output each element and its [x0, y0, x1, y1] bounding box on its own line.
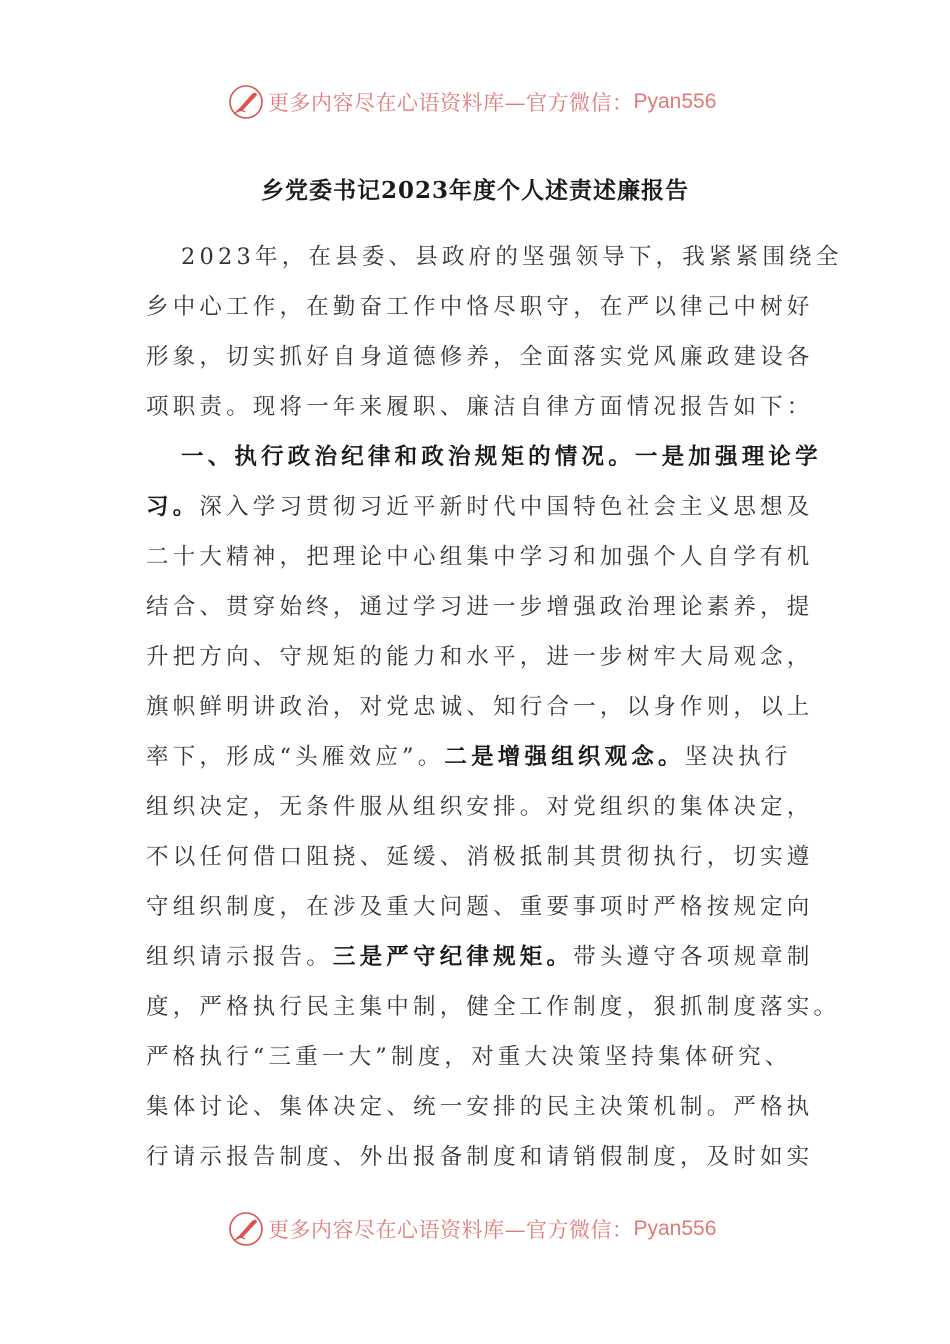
- body-text: 旗帜鲜明讲政治，对党忠诚、知行合一，以身作则，以上: [146, 694, 814, 720]
- body-text: 组织决定，无条件服从组织安排。对党组织的集体决定，: [146, 794, 814, 820]
- body-text: 带头遵守各项规章制: [573, 944, 814, 970]
- watermark-text: 更多内容尽在心语资料库—官方微信：: [268, 91, 634, 115]
- body-line: [146, 1032, 806, 1082]
- body-text: 集体讨论、集体决定、统一安排的民主决策机制。严格执: [146, 1094, 814, 1120]
- watermark-text: 更多内容尽在心语资料库—官方微信：: [268, 1218, 634, 1242]
- document-body: [146, 232, 843, 1182]
- body-line: [146, 332, 814, 382]
- body-text: 度，严格执行民主集中制，健全工作制度，狠抓制度落实。: [146, 994, 841, 1020]
- body-line: [146, 282, 814, 332]
- body-line: [146, 632, 814, 682]
- body-line: [146, 782, 814, 832]
- body-line: [146, 882, 814, 932]
- body-text: 守组织制度，在涉及重大问题、重要事项时严格按规定向: [146, 894, 814, 920]
- body-line: [146, 582, 814, 632]
- document-title: 乡党委书记2023年度个人述责述廉报告: [260, 177, 689, 204]
- body-text: 结合、贯穿始终，通过学习进一步增强政治理论素养，提: [146, 594, 814, 620]
- body-text: 不以任何借口阻挠、延缓、消极抵制其贯彻执行，切实遵: [146, 844, 814, 870]
- body-text: 乡中心工作，在勤奋工作中恪尽职守，在严以律己中树好: [146, 294, 814, 320]
- body-text: 二十大精神，把理论中心组集中学习和加强个人自学有机: [146, 544, 814, 570]
- watermark-banner-top: [228, 82, 716, 122]
- quill-pen-logo-icon: [228, 1211, 264, 1247]
- body-line: [146, 482, 814, 532]
- body-line: [146, 682, 814, 732]
- watermark-wechat-id: Pyan556: [633, 1217, 717, 1240]
- body-line: [146, 1082, 814, 1132]
- body-text: 2023年，在县委、县政府的坚强领导下，我紧紧围绕全: [181, 244, 843, 270]
- body-line: [146, 232, 843, 282]
- body-text: 深入学习贯彻习近平新时代中国特色社会主义思想及: [199, 494, 814, 520]
- body-text: 项职责。现将一年来履职、廉洁自律方面情况报告如下：: [146, 394, 814, 420]
- body-text: 形象，切实抓好自身道德修养，全面落实党风廉政建设各: [146, 344, 814, 370]
- body-line: [146, 832, 814, 882]
- body-line: [146, 382, 814, 432]
- body-text: 严格执行“三重一大”制度，对重大决策坚持集体研究、: [146, 1044, 792, 1070]
- body-text: 组织请示报告。: [146, 944, 333, 970]
- bold-heading-text: 三是严守纪律规矩。: [332, 944, 574, 970]
- body-line: [146, 732, 806, 782]
- body-line: [146, 932, 814, 982]
- bold-heading-text: 一、执行政治纪律和政治规矩的情况。一是加强理论学: [181, 444, 822, 470]
- bold-heading-text: 习。: [146, 494, 200, 520]
- watermark-banner-bottom: [228, 1209, 716, 1249]
- body-line: [146, 982, 841, 1032]
- body-line: [146, 1132, 814, 1182]
- bold-heading-text: 二是增强组织观念。: [444, 744, 685, 770]
- body-text: 升把方向、守规矩的能力和水平，进一步树牢大局观念，: [146, 644, 814, 670]
- body-text: 坚决执行: [684, 744, 792, 770]
- body-text: 率下，形成“头雁效应”。: [146, 744, 445, 770]
- watermark-wechat-id: Pyan556: [633, 90, 717, 113]
- body-text: 行请示报告制度、外出报备制度和请销假制度，及时如实: [146, 1144, 814, 1170]
- body-line: [146, 532, 814, 582]
- body-line: [146, 432, 822, 482]
- quill-pen-logo-icon: [228, 84, 264, 120]
